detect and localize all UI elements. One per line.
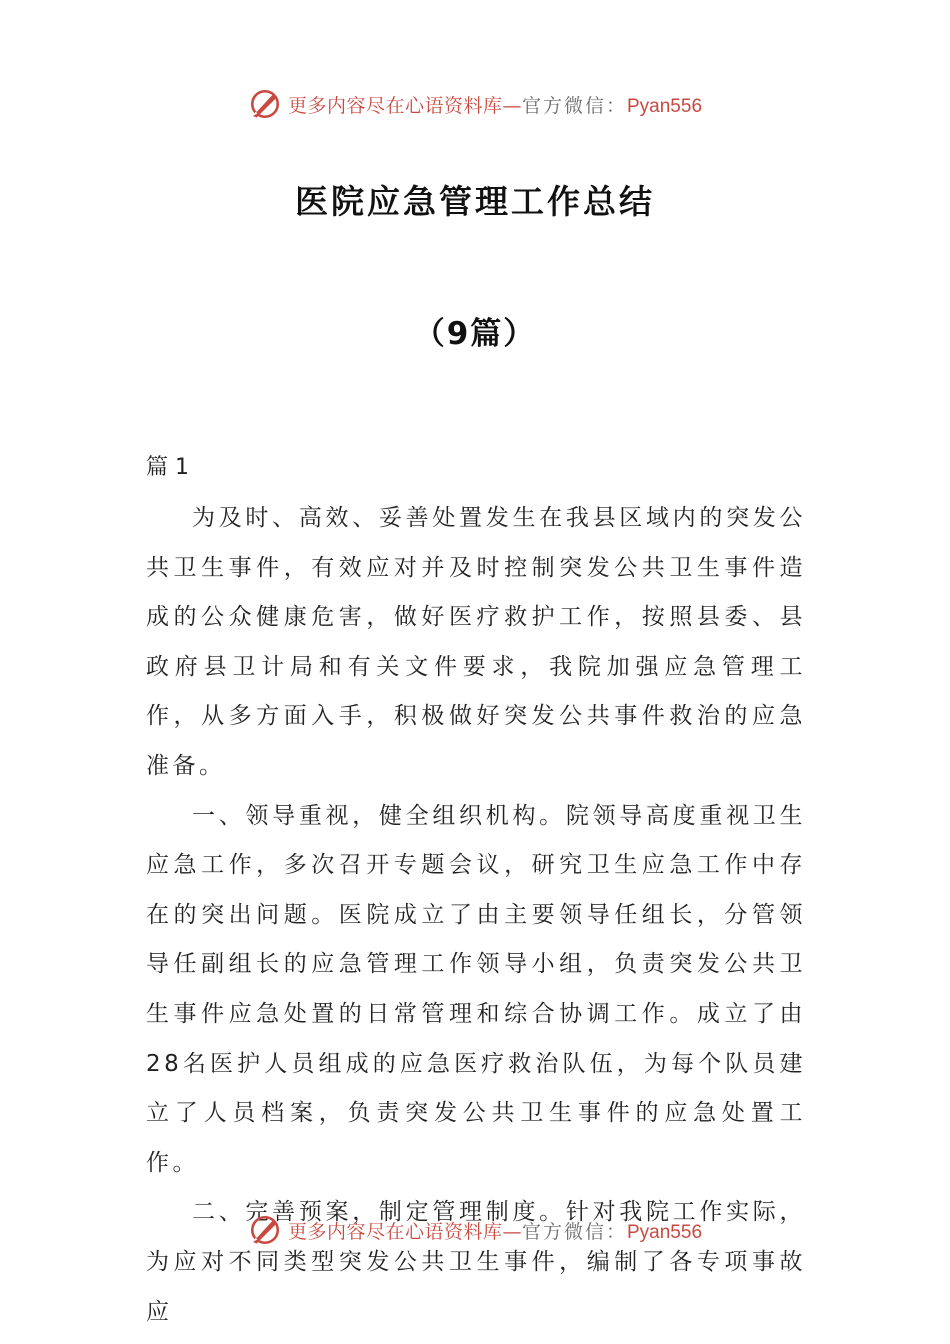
paragraph-1: 为及时、高效、妥善处置发生在我县区域内的突发公共卫生事件，有效应对并及时控制突发公共卫生事件造成的公众健康危害，做好医疗救护工作，按照县委、县政府县卫计局和有关文件要求，我院加强应急管理工作，从多方面入手，积极做好突发公共事件救治的应急准备。: [146, 505, 806, 779]
banner-wechat-id: Pyan556: [627, 95, 703, 117]
banner-wechat-label: 官方微信：: [521, 94, 627, 117]
footer-banner: [0, 1210, 950, 1250]
section-label: 篇 1: [146, 455, 189, 480]
banner-main-text: 更多内容尽在心语资料库: [287, 1220, 503, 1243]
paragraph-3: 二、完善预案，制定管理制度。针对我院工作实际，为应对不同类型突发公共卫生事件，编制了各专项事故应: [146, 1199, 806, 1325]
header-banner-text: [288, 91, 702, 118]
banner-dash: —: [502, 94, 522, 117]
pen-logo-icon: [248, 87, 282, 121]
footer-banner-text: [288, 1217, 702, 1244]
banner-main-text: 更多内容尽在心语资料库: [287, 94, 503, 117]
pen-logo-icon: [248, 1213, 282, 1247]
document-title: 医院应急管理工作总结: [295, 182, 655, 221]
header-banner: [0, 84, 950, 124]
banner-wechat-id: Pyan556: [627, 1221, 703, 1243]
paragraph-2: 一、领导重视，健全组织机构。院领导高度重视卫生应急工作，多次召开专题会议，研究卫生应急工作中存在的突出问题。医院成立了由主要领导任组长，分管领导任副组长的应急管理工作领导小组，负责突发公共卫生事件应急处置的日常管理和综合协调工作。成立了由28名医护人员组成的应急医疗救治队伍，为每个队员建立了人员档案，负责突发公共卫生事件的应急处置工作。: [146, 802, 806, 1176]
document-subtitle: （9篇）: [413, 316, 537, 352]
banner-dash: —: [502, 1220, 522, 1243]
banner-wechat-label: 官方微信：: [521, 1220, 627, 1243]
